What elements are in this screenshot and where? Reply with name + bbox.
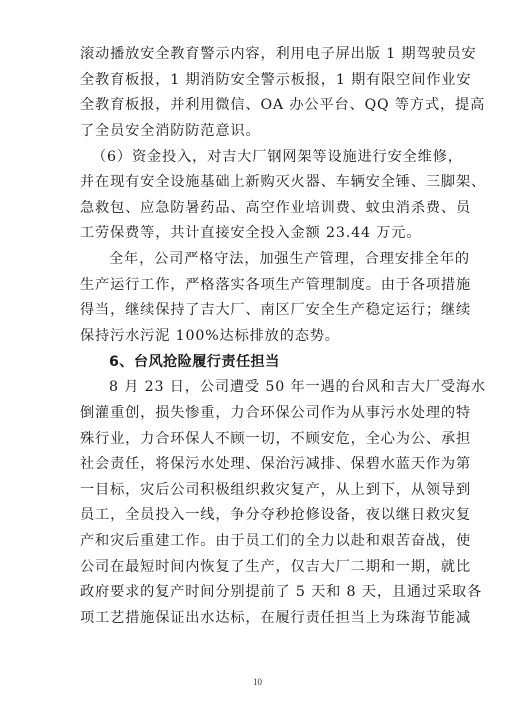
body-text-line: 员工，全员投入一线，争分夺秒抢修设备，夜以继日救灾复	[80, 507, 471, 523]
body-text-line: 并在现有安全设施基础上新购灭火器、车辆安全锤、三脚架、	[80, 174, 487, 190]
section-heading: 6、台风抢险履行责任担当	[109, 354, 280, 370]
body-text-line: 8 月 23 日，公司遭受 50 年一遇的台风和吉大厂受海水	[109, 379, 486, 395]
body-text-line: 社会责任，将保污水处理、保治污减排、保碧水蓝天作为第	[80, 456, 471, 472]
body-text-line: 殊行业，力合环保人不顾一切，不顾安危，全心为公、承担	[80, 431, 471, 447]
body-text-line: （6）资金投入，对吉大厂钢网架等设施进行安全维修，	[92, 149, 463, 165]
body-text-line: 全教育板报，并利用微信、OA 办公平台、QQ 等方式，提高	[80, 97, 486, 113]
body-text-line: 倒灌重创，损失惨重，力合环保公司作为从事污水处理的特	[80, 405, 471, 421]
body-text-line: 一目标，灾后公司积极组织救灾复产，从上到下，从领导到	[80, 482, 471, 498]
body-text-line: 保持污水污泥 100%达标排放的态势。	[80, 328, 340, 344]
body-text-line: 了全员安全消防防范意识。	[80, 123, 261, 139]
body-text-line: 全年，公司严格守法，加强生产管理，合理安排全年的	[109, 251, 470, 267]
body-text-line: 公司在最短时间内恢复了生产，仅吉大厂二期和一期，就比	[80, 559, 471, 575]
body-text-line: 项工艺措施保证出水达标，在履行责任担当上为珠海节能减	[80, 610, 471, 626]
page-number: 10	[253, 677, 262, 687]
body-text-line: 工劳保费等，共计直接安全投入金额 23.44 万元。	[80, 225, 422, 241]
body-text-line: 全教育板报，1 期消防安全警示板报，1 期有限空间作业安	[80, 72, 472, 88]
body-text-line: 政府要求的复产时间分别提前了 5 天和 8 天，且通过采取各	[80, 584, 483, 600]
body-text-line: 产和灾后重建工作。由于员工们的全力以赴和艰苦奋战，使	[80, 533, 471, 549]
body-text-line: 得当，继续保持了吉大厂、南区厂安全生产稳定运行；继续	[80, 302, 471, 318]
body-text-line: 生产运行工作，严格落实各项生产管理制度。由于各项措施	[80, 277, 471, 293]
body-text-line: 急救包、应急防暑药品、高空作业培训费、蚊虫消杀费、员	[80, 200, 471, 216]
body-text-line: 滚动播放安全教育警示内容，利用电子屏出版 1 期驾驶员安	[80, 46, 477, 62]
